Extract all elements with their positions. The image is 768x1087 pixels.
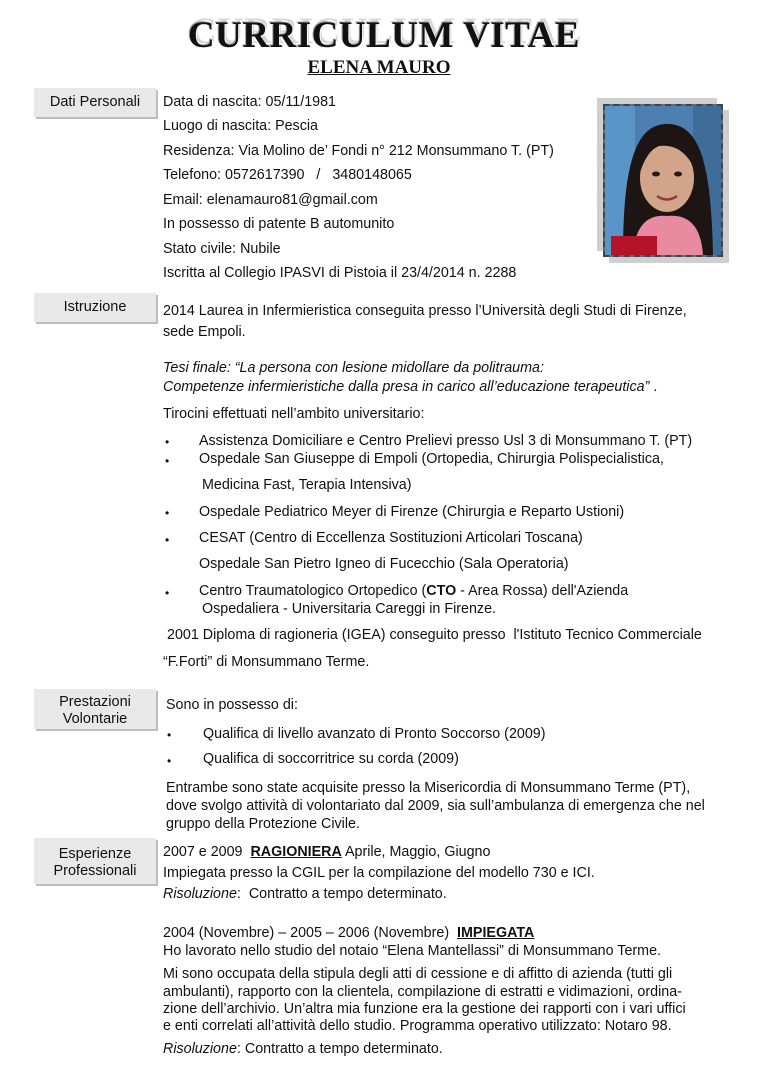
thesis-line-1: Tesi finale: “La persona con lesione midollare da politrauma: bbox=[163, 360, 544, 376]
volunteer-paragraph-line: Entrambe sono state acquisite presso la Misericordia di Monsummano Terme (PT), bbox=[166, 780, 691, 796]
cto-abbreviation: CTO bbox=[426, 583, 457, 599]
job-1-header bbox=[163, 844, 490, 861]
document-title: CURRICULUM VITAE bbox=[187, 15, 581, 56]
qualification-item: Qualifica di livello avanzato di Pronto Soccorso (2009) bbox=[203, 726, 546, 742]
internship-item bbox=[199, 583, 628, 600]
internship-item-continued: Ospedale San Pietro Igneo di Fucecchio (Sala Operatoria) bbox=[199, 556, 569, 572]
qualification-item: Qualifica di soccorritrice su corda (2009) bbox=[203, 751, 459, 767]
residence: Residenza: Via Molino de’ Fondi n° 212 Monsummano T. (PT) bbox=[163, 143, 554, 159]
job-2-paragraph-line: e enti correlati all’attività dello studio. Programma operativo utilizzato: Notaro 98. bbox=[163, 1018, 672, 1034]
section-label-istruzione: Istruzione bbox=[34, 293, 156, 322]
section-label-line: Esperienze bbox=[58, 846, 132, 862]
internship-item-continued: Medicina Fast, Terapia Intensiva) bbox=[202, 477, 412, 493]
bullet-icon: • bbox=[165, 586, 170, 600]
job-2-paragraph-line: ambulanti), rapporto con la clientela, compilazione di estratti e vidimazioni, ordina- bbox=[163, 984, 682, 1000]
job-2-paragraph-line: zione dell’archivio. Un’altra mia funzione era la gestione dei rapporti con i vari uffici bbox=[163, 1001, 686, 1017]
job-1-months: Aprile, Maggio, Giugno bbox=[341, 844, 491, 860]
section-label-line: Prestazioni bbox=[59, 694, 131, 710]
volunteer-paragraph-line: gruppo della Protezione Civile. bbox=[166, 816, 360, 832]
section-label-esperienze-professionali bbox=[34, 838, 156, 884]
diploma-line-1: 2001 Diploma di ragioneria (IGEA) conseguito presso l'Istituto Tecnico Commerciale bbox=[167, 627, 702, 643]
section-label-line: Professionali bbox=[53, 863, 137, 879]
job-2-header bbox=[163, 925, 534, 942]
section-label-prestazioni-volontarie bbox=[34, 689, 156, 729]
bullet-icon: • bbox=[165, 435, 170, 449]
birth-place: Luogo di nascita: Pescia bbox=[163, 118, 318, 134]
diploma-line-2: “F.Forti” di Monsummano Terme. bbox=[163, 654, 370, 670]
bullet-icon: • bbox=[165, 454, 170, 468]
bullet-icon: • bbox=[167, 728, 172, 742]
driving-license: In possesso di patente B automunito bbox=[163, 216, 395, 232]
degree-line-2: sede Empoli. bbox=[163, 324, 246, 340]
internship-text: - Area Rossa) dell'Azienda bbox=[456, 583, 629, 599]
thesis-end: . bbox=[649, 379, 658, 395]
job-1-period: 2007 e 2009 bbox=[163, 844, 251, 860]
thesis-title: Competenze infermieristiche dalla presa in carico all’educazione terapeutica” bbox=[163, 379, 650, 395]
degree-line-1: 2014 Laurea in Infermieristica conseguita presso l’Università degli Studi di Firenze, bbox=[163, 303, 687, 319]
internship-item: Ospedale Pediatrico Meyer di Firenze (Chirurgia e Reparto Ustioni) bbox=[199, 504, 625, 520]
internship-item: Assistenza Domiciliare e Centro Prelievi presso Usl 3 di Monsummano T. (PT) bbox=[199, 433, 693, 449]
job-1-description: Impiegata presso la CGIL per la compilazione del modello 730 e ICI. bbox=[163, 865, 595, 881]
ipasvi-registration: Iscritta al Collegio IPASVI di Pistoia il 23/4/2014 n. 2288 bbox=[163, 265, 517, 281]
internship-item: CESAT (Centro di Eccellenza Sostituzioni Articolari Toscana) bbox=[199, 530, 583, 546]
bullet-icon: • bbox=[165, 533, 170, 547]
resolution-label: Risoluzione bbox=[163, 886, 237, 902]
job-2-description: Ho lavorato nello studio del notaio “Elena Mantellassi” di Monsummano Terme. bbox=[163, 943, 661, 959]
job-2-role: IMPIEGATA bbox=[457, 925, 535, 941]
resolution-label: Risoluzione bbox=[163, 1041, 237, 1057]
internship-item: Ospedale San Giuseppe di Empoli (Ortopedia, Chirurgia Polispecialistica, bbox=[199, 451, 664, 467]
profile-photo bbox=[603, 104, 723, 257]
internships-intro: Tirocini effettuati nell’ambito universitario: bbox=[163, 406, 425, 422]
phone: Telefono: 0572617390 / 3480148065 bbox=[163, 167, 412, 183]
job-2-resolution bbox=[163, 1041, 443, 1058]
volunteer-paragraph-line: dove svolgo attività di volontariato dal 2009, sia sull’ambulanza di emergenza che nel bbox=[166, 798, 705, 814]
resolution-value: : Contratto a tempo determinato. bbox=[236, 886, 447, 902]
section-label-line: Volontarie bbox=[62, 711, 128, 727]
marital-status: Stato civile: Nubile bbox=[163, 241, 281, 257]
job-1-role: RAGIONIERA bbox=[250, 844, 342, 860]
email: Email: elenamauro81@gmail.com bbox=[163, 192, 378, 208]
resolution-value: : Contratto a tempo determinato. bbox=[236, 1041, 443, 1057]
job-1-resolution bbox=[163, 886, 447, 903]
internship-item-continued: Ospedaliera - Universitaria Careggi in Firenze. bbox=[202, 601, 497, 617]
thesis-line-2 bbox=[163, 379, 657, 396]
internship-text: Centro Traumatologico Ortopedico ( bbox=[199, 583, 427, 599]
section-label-dati-personali: Dati Personali bbox=[34, 88, 156, 117]
birth-date: Data di nascita: 05/11/1981 bbox=[163, 94, 337, 110]
job-2-paragraph-line: Mi sono occupata della stipula degli atti di cessione e di affitto di azienda (tutti gli bbox=[163, 966, 673, 982]
portrait-image bbox=[605, 106, 721, 255]
candidate-name: ELENA MAURO bbox=[307, 57, 451, 78]
bullet-icon: • bbox=[167, 754, 172, 768]
job-2-period: 2004 (Novembre) – 2005 – 2006 (Novembre) bbox=[163, 925, 458, 941]
volunteer-intro: Sono in possesso di: bbox=[166, 697, 298, 713]
bullet-icon: • bbox=[165, 506, 170, 520]
